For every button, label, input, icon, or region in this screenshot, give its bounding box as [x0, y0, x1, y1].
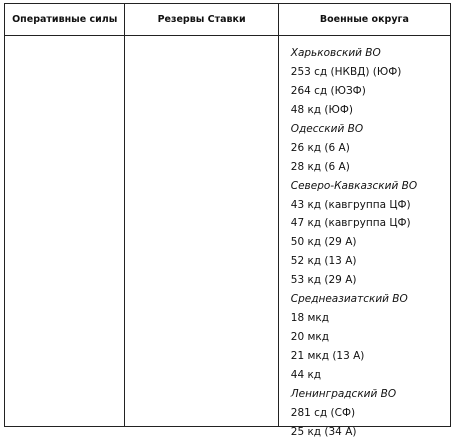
- military-forces-table: [4, 3, 451, 438]
- district-name: Одесский ВО: [290, 122, 364, 135]
- operational-forces-cell: [5, 36, 125, 427]
- header-operational-forces: Оперативные силы: [5, 4, 125, 35]
- unit-entry: 20 мкд: [290, 331, 329, 344]
- unit-entry: 44 кд: [290, 368, 322, 381]
- unit-entry: 264 сд (ЮЗФ): [290, 84, 366, 97]
- unit-entry: 18 мкд: [290, 312, 329, 325]
- district-name: Ленинградский ВО: [290, 387, 397, 400]
- military-districts-list: [279, 36, 450, 442]
- unit-entry: 43 кд (кавгруппа ЦФ): [290, 198, 411, 211]
- district-name: Харьковский ВО: [290, 47, 381, 59]
- unit-entry: 53 кд (29 А): [290, 274, 357, 287]
- unit-entry: 26 кд (6 А): [290, 141, 350, 154]
- unit-entry: 25 кд (34 А): [290, 425, 357, 438]
- unit-entry: 28 кд (6 А): [290, 160, 350, 173]
- unit-entry: 21 мкд (13 А): [290, 350, 365, 362]
- header-military-districts: Военные округа: [319, 13, 409, 25]
- unit-entry: 253 сд (НКВД) (ЮФ): [290, 65, 402, 78]
- unit-entry: 52 кд (13 А): [290, 255, 357, 268]
- district-name: Северо-Кавказский ВО: [290, 179, 418, 192]
- stavka-reserves-cell: [125, 36, 278, 427]
- unit-entry: 281 сд (СФ): [290, 406, 356, 419]
- table-body-row: [5, 36, 450, 438]
- header-stavka-reserves: Резервы Ставки: [125, 4, 278, 35]
- unit-entry: 47 кд (кавгруппа ЦФ): [290, 217, 411, 230]
- district-name: Среднеазиатский ВО: [290, 293, 408, 306]
- unit-entry: 50 кд (29 А): [290, 236, 357, 249]
- military-districts-cell: [279, 36, 450, 438]
- unit-entry: 48 кд (ЮФ): [290, 103, 353, 116]
- table-header-row: [5, 4, 450, 36]
